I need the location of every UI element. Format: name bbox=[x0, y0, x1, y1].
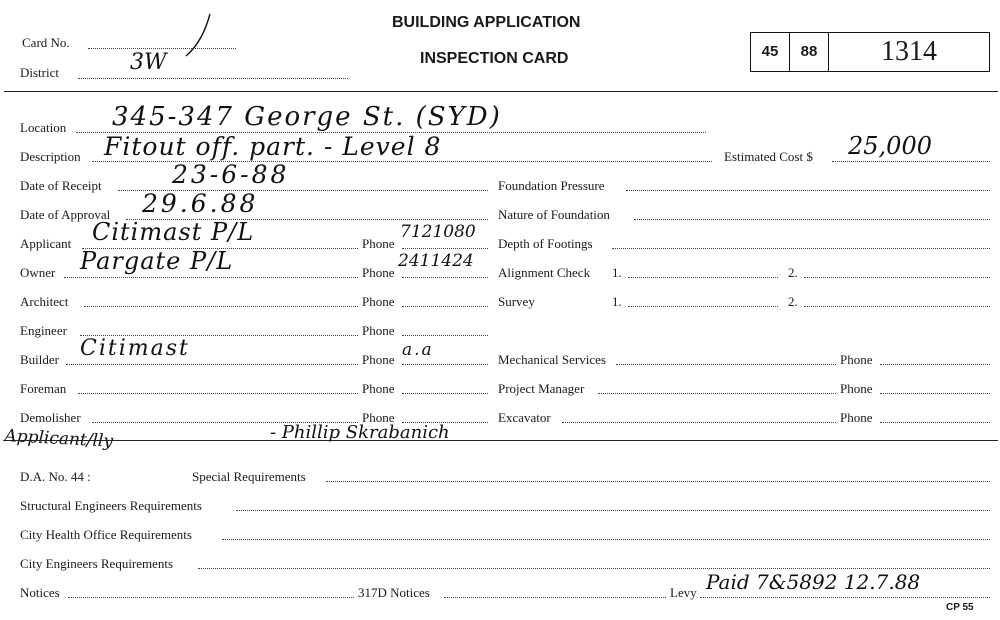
depth-of-footings-line bbox=[612, 248, 990, 249]
box-a-value: 45 bbox=[761, 43, 779, 60]
builder-label: Builder bbox=[20, 352, 59, 367]
date-of-receipt-value: 23-6-88 bbox=[172, 160, 290, 189]
estimated-cost-line bbox=[832, 161, 990, 162]
builder-phone-line bbox=[402, 364, 488, 365]
excavator-phone-line bbox=[880, 422, 990, 423]
applicant-value: Citimast P/L bbox=[92, 218, 255, 246]
owner-value: Pargate P/L bbox=[80, 247, 234, 275]
mechanical-services-line bbox=[616, 364, 836, 365]
owner-label: Owner bbox=[20, 265, 56, 280]
owner-phone-line bbox=[402, 277, 488, 278]
box-a bbox=[750, 32, 790, 72]
foreman-line bbox=[78, 393, 358, 394]
box-b-value: 88 bbox=[800, 43, 818, 60]
architect-line bbox=[84, 306, 358, 307]
middle-divider bbox=[4, 440, 998, 441]
district-value: 3W bbox=[130, 50, 167, 75]
survey-1: 1. bbox=[612, 294, 622, 309]
applicant-phone-line bbox=[402, 248, 488, 249]
applicant-note-name: - Phillip Skrabanich bbox=[270, 422, 450, 443]
city-engineers-label: City Engineers Requirements bbox=[20, 556, 174, 571]
city-engineers-line bbox=[198, 568, 990, 569]
engineer-label: Engineer bbox=[20, 323, 67, 338]
excavator-phone-label: Phone bbox=[840, 410, 873, 425]
special-requirements-label: Special Requirements bbox=[192, 469, 306, 484]
architect-phone-label: Phone bbox=[362, 294, 395, 309]
demolisher-phone-label: Phone bbox=[362, 410, 395, 425]
foreman-phone-line bbox=[402, 393, 488, 394]
special-requirements-line bbox=[326, 481, 990, 482]
structural-requirements-label: Structural Engineers Requirements bbox=[20, 498, 202, 513]
handwritten-check-mark bbox=[180, 10, 220, 60]
excavator-line bbox=[562, 422, 836, 423]
alignment-check-2-line bbox=[804, 277, 990, 278]
notices-line bbox=[68, 597, 354, 598]
title-line-1: BUILDING APPLICATION bbox=[392, 14, 581, 31]
owner-phone-value: 2411424 bbox=[398, 251, 474, 271]
estimated-cost-value: 25,000 bbox=[848, 132, 932, 160]
foundation-pressure-label: Foundation Pressure bbox=[498, 178, 605, 193]
card-number: 1314 bbox=[881, 36, 937, 67]
structural-requirements-line bbox=[236, 510, 990, 511]
top-divider bbox=[4, 91, 998, 92]
description-value: Fitout off. part. - Level 8 bbox=[104, 132, 442, 161]
title-line-2: INSPECTION CARD bbox=[420, 50, 569, 67]
applicant-label: Applicant bbox=[20, 236, 72, 251]
nature-of-foundation-line bbox=[634, 219, 990, 220]
survey-1-line bbox=[628, 306, 778, 307]
location-value: 345-347 George St. (SYD) bbox=[112, 102, 502, 132]
project-manager-label: Project Manager bbox=[498, 381, 585, 396]
project-manager-line bbox=[598, 393, 836, 394]
levy-value: Paid 7&5892 12.7.88 bbox=[706, 570, 921, 594]
applicant-phone-value: 7121080 bbox=[400, 222, 476, 242]
survey-2-line bbox=[804, 306, 990, 307]
builder-phone-value: a.a bbox=[402, 340, 434, 360]
notices-317d-label: 317D Notices bbox=[358, 585, 430, 600]
location-label: Location bbox=[20, 120, 67, 135]
survey-label: Survey bbox=[498, 294, 535, 309]
owner-phone-label: Phone bbox=[362, 265, 395, 280]
survey-2: 2. bbox=[788, 294, 798, 309]
architect-label: Architect bbox=[20, 294, 69, 309]
alignment-check-2: 2. bbox=[788, 265, 798, 280]
mechanical-phone-line bbox=[880, 364, 990, 365]
foreman-phone-label: Phone bbox=[362, 381, 395, 396]
city-health-line bbox=[222, 539, 990, 540]
project-manager-phone-label: Phone bbox=[840, 381, 873, 396]
builder-phone-label: Phone bbox=[362, 352, 395, 367]
owner-line bbox=[64, 277, 358, 278]
depth-of-footings-label: Depth of Footings bbox=[498, 236, 593, 251]
description-label: Description bbox=[20, 149, 81, 164]
builder-value: Citimast bbox=[80, 336, 190, 361]
engineer-phone-line bbox=[402, 335, 488, 336]
date-of-approval-label: Date of Approval bbox=[20, 207, 111, 222]
alignment-check-1: 1. bbox=[612, 265, 622, 280]
box-b bbox=[789, 32, 829, 72]
applicant-note: Applicant/lly bbox=[4, 426, 114, 452]
demolisher-label: Demolisher bbox=[20, 410, 81, 425]
card-no-label: Card No. bbox=[22, 35, 70, 50]
excavator-label: Excavator bbox=[498, 410, 551, 425]
levy-line bbox=[700, 597, 990, 598]
mechanical-phone-label: Phone bbox=[840, 352, 873, 367]
project-manager-phone-line bbox=[880, 393, 990, 394]
estimated-cost-label: Estimated Cost $ bbox=[724, 149, 813, 164]
applicant-phone-label: Phone bbox=[362, 236, 395, 251]
notices-label: Notices bbox=[20, 585, 60, 600]
nature-of-foundation-label: Nature of Foundation bbox=[498, 207, 610, 222]
date-of-receipt-label: Date of Receipt bbox=[20, 178, 102, 193]
foreman-label: Foreman bbox=[20, 381, 67, 396]
form-code: CP 55 bbox=[946, 602, 974, 613]
foundation-pressure-line bbox=[626, 190, 990, 191]
levy-label: Levy bbox=[670, 585, 697, 600]
alignment-check-label: Alignment Check bbox=[498, 265, 591, 280]
notices-317d-line bbox=[444, 597, 666, 598]
card-number-box bbox=[828, 32, 990, 72]
date-of-approval-value: 29.6.88 bbox=[142, 189, 259, 218]
city-health-label: City Health Office Requirements bbox=[20, 527, 192, 542]
district-label: District bbox=[20, 65, 59, 80]
builder-line bbox=[66, 364, 358, 365]
architect-phone-line bbox=[402, 306, 488, 307]
engineer-phone-label: Phone bbox=[362, 323, 395, 338]
mechanical-services-label: Mechanical Services bbox=[498, 352, 606, 367]
district-line bbox=[78, 78, 348, 79]
da-no-label: D.A. No. 44 : bbox=[20, 469, 91, 484]
alignment-check-1-line bbox=[628, 277, 778, 278]
